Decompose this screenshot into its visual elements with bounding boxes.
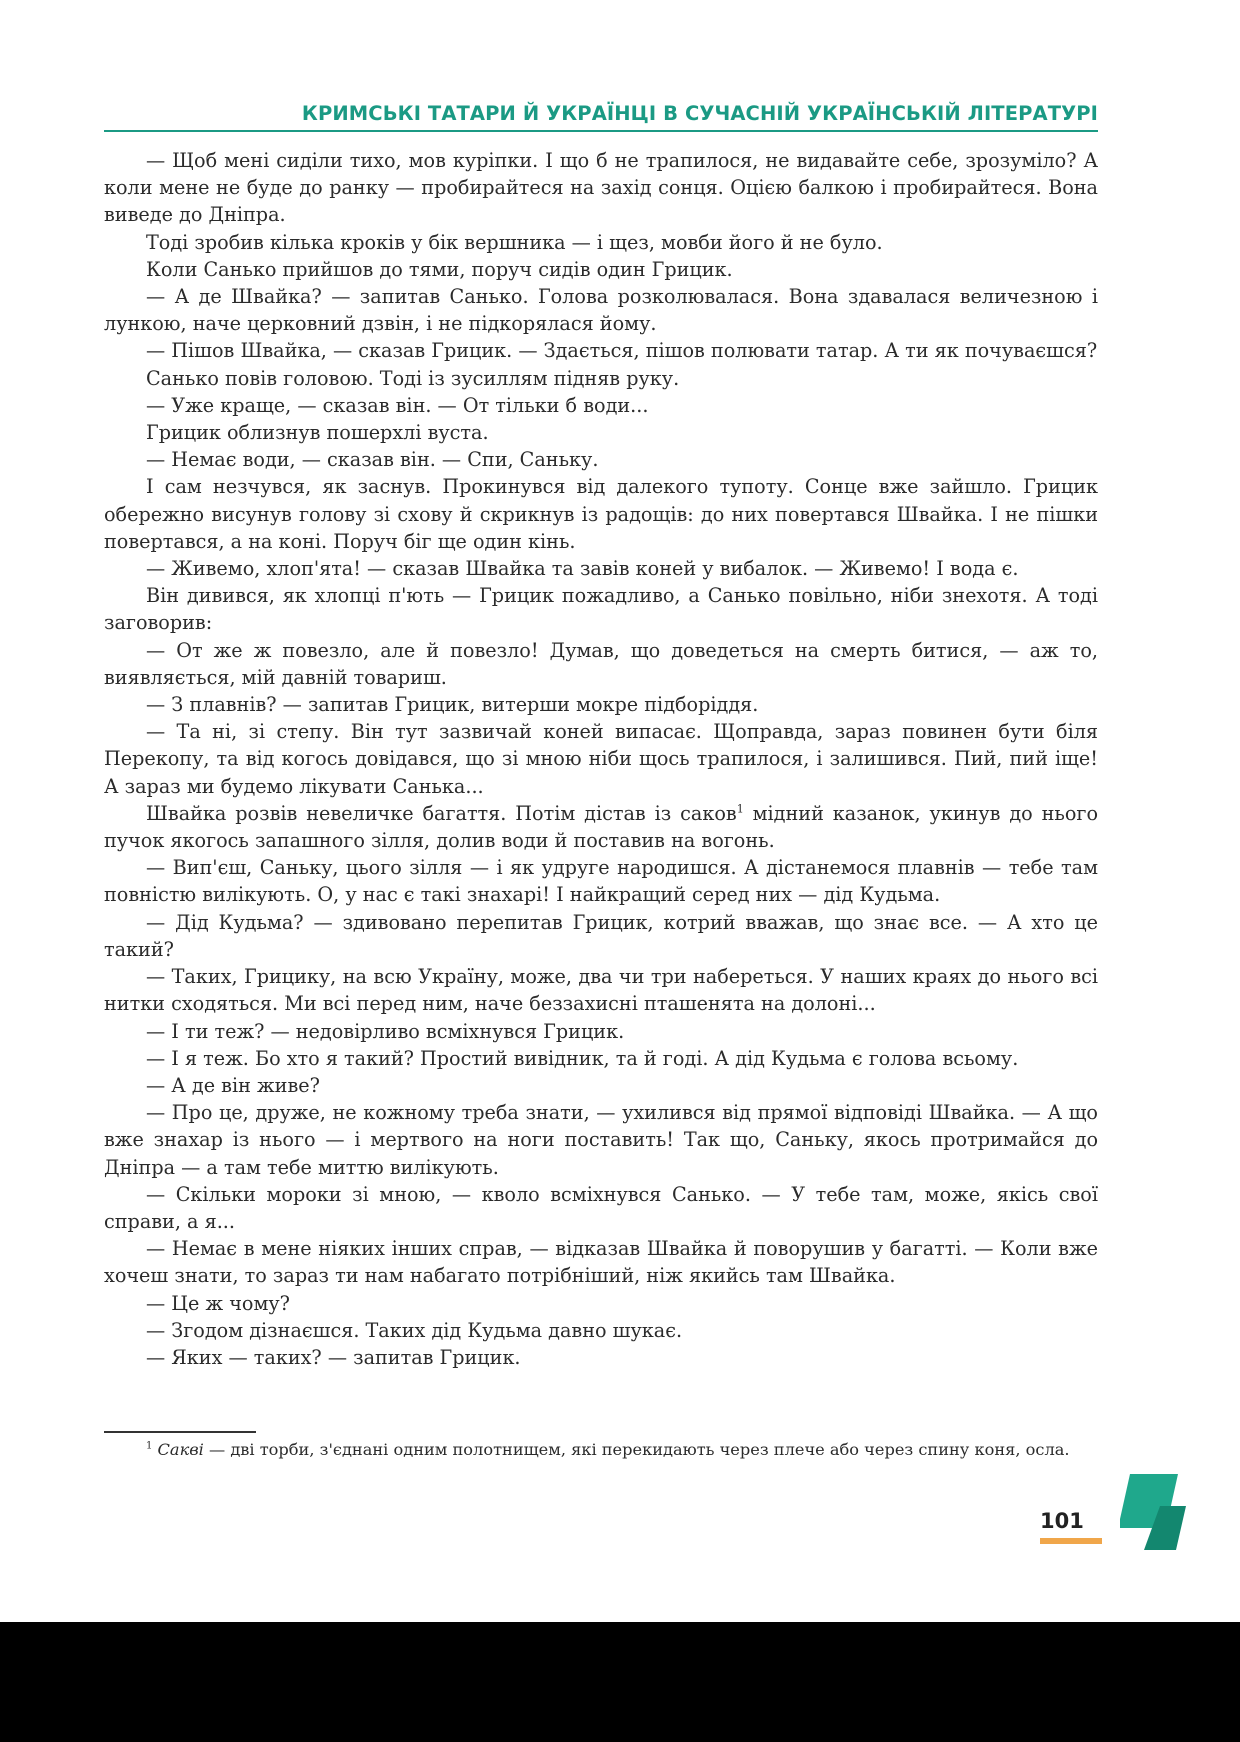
paragraph: — Немає води, — сказав він. — Спи, Саньку. <box>146 448 599 472</box>
footnote-marker: 1 <box>146 1440 153 1452</box>
paragraph-fire-after: мідний казанок, укинув до нього пучок якогось запашного зілля, долив води й поставив на вогонь. <box>104 801 1099 853</box>
paragraph: — А де він живе? <box>146 1073 320 1097</box>
paragraph: — І я теж. Бо хто я такий? Простий вивідник, та й годі. А дід Кудьма є голова всьому. <box>146 1046 1019 1070</box>
footnote-term: Сакві <box>157 1440 204 1459</box>
paragraph: — Немає в мене ніяких інших справ, — відказав Швайка й поворушив у багатті. — Коли вже хочеш знати, то зараз ти нам набагато потрібніший, ніж якийсь там Швайка. <box>104 1237 1098 1288</box>
paragraph: Санько повів головою. Тоді із зусиллям підняв руку. <box>146 366 680 390</box>
paragraph: — А де Швайка? — запитав Санько. Голова розколювалася. Вона здавалася величезною і лункою, наче церковний дзвін, і не підкорялася йому. <box>104 285 1098 336</box>
paragraph: — І ти теж? — недовірливо всміхнувся Грицик. <box>146 1019 625 1043</box>
paragraph: — Про це, друже, не кожному треба знати, — ухилився від прямої відповіді Швайка. — А що вже знахар із нього — і мертвого на ноги поставить! Так що, Саньку, якось протримайся до Дніпра — а там тебе миттю вилікують. <box>104 1101 1098 1179</box>
paragraph: — Живемо, хлоп'ята! — сказав Швайка та завів коней у вибалок. — Живемо! І вода є. <box>146 557 1019 581</box>
corner-decoration-icon <box>1120 1470 1190 1550</box>
chapter-header-title: КРИМСЬКІ ТАТАРИ Й УКРАЇНЦІ В СУЧАСНІЙ УКРАЇНСЬКІЙ ЛІТЕРАТУРІ <box>301 102 1098 125</box>
story-text <box>104 147 1098 1371</box>
page-number-underline <box>1040 1538 1102 1544</box>
page-number: 101 <box>1040 1509 1084 1533</box>
paragraph: — З плавнів? — запитав Грицик, витерши мокре підборіддя. <box>146 693 759 717</box>
paragraph: — Згодом дізнаєшся. Таких дід Кудьма давно шукає. <box>146 1318 683 1342</box>
paragraph: Грицик облизнув пошерхлі вуста. <box>146 421 489 445</box>
paragraph: — Вип'єш, Саньку, цього зілля — і як удруге народишся. А дістанемося плавнів — тебе там повністю вилікують. О, у нас є такі знахарі! І найкращий серед них — дід Кудьма. <box>104 856 1098 907</box>
header-divider <box>104 130 1098 132</box>
paragraph: — Дід Кудьма? — здивовано перепитав Грицик, котрий вважав, що знає все. — А хто це такий? <box>104 910 1098 961</box>
paragraph: — Яких — таких? — запитав Грицик. <box>146 1345 521 1369</box>
paragraph: — Пішов Швайка, — сказав Грицик. — Здається, пішов полювати татар. А ти як почуваєшся? <box>146 339 1098 363</box>
footnote-reference: 1 <box>736 802 744 816</box>
paragraph: Він дивився, як хлопці п'ють — Грицик пожадливо, а Санько повільно, ніби знехотя. А тоді заговорив: <box>104 584 1098 635</box>
paragraph: — Уже краще, — сказав він. — От тільки б води... <box>146 393 649 417</box>
paragraph: Тоді зробив кілька кроків у бік вершника — і щез, мовби його й не було. <box>146 230 883 254</box>
paragraph: — Скільки мороки зі мною, — кволо всміхнувся Санько. — У тебе там, може, якісь свої справи, а я... <box>104 1182 1098 1233</box>
paragraph: — Щоб мені сиділи тихо, мов куріпки. І що б не трапилося, не видавайте себе, зрозуміло? А коли мене не буде до ранку — пробирайтеся на захід сонця. Оцією балкою і пробирайтеся. Вона виведе до Дніпра. <box>104 149 1098 227</box>
paragraph: — Таких, Грицику, на всю Україну, може, два чи три набереться. У наших краях до нього всі нитки сходяться. Ми всі перед ним, наче беззахисні пташенята на долоні... <box>104 965 1098 1016</box>
paragraph: — Це ж чому? <box>146 1291 290 1315</box>
paragraph: І сам незчувся, як заснув. Прокинувся від далекого тупоту. Сонце вже зайшло. Грицик обережно висунув голову зі схову й скрикнув із радощів: до них повертався Швайка. І не пішки повертався, а на коні. Поруч біг ще один кінь. <box>104 475 1098 553</box>
footnote-text: — дві торби, з'єднані одним полотнищем, які перекидають через плече або через спину коня, осла. <box>203 1440 1070 1459</box>
paragraph: Коли Санько прийшов до тями, поруч сидів один Грицик. <box>146 257 733 281</box>
paragraph: — Та ні, зі степу. Він тут зазвичай коней випасає. Щоправда, зараз повинен бути біля Перекопу, та від когось довідався, що зі мною ніби щось трапилося, і залишився. Пий, пий іще! А зараз ми будемо лікувати Санька... <box>104 720 1098 798</box>
paragraph-fire <box>104 800 1098 854</box>
footnote <box>104 1437 1098 1462</box>
footnote-divider <box>104 1431 256 1433</box>
paragraph: — От же ж повезло, але й повезло! Думав, що доведеться на смерть битися, — аж то, виявляється, мій давній товариш. <box>104 638 1098 689</box>
paragraph-fire-before: Швайка розвів невеличке багаття. Потім дістав із саков <box>146 801 737 825</box>
